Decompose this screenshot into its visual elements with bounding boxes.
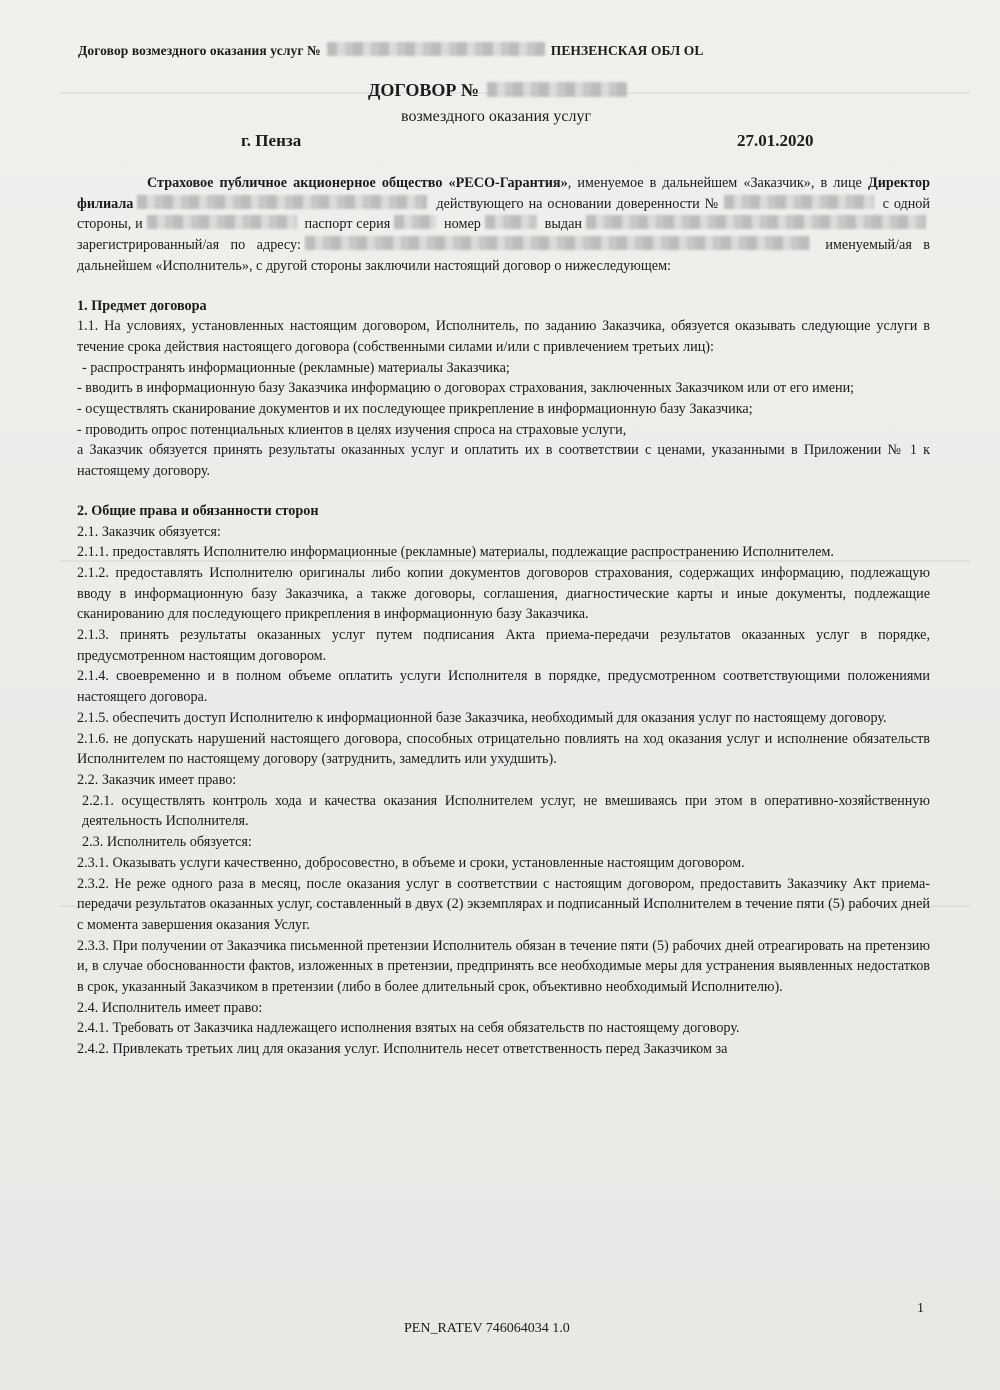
redacted-passport-series (394, 215, 436, 229)
document-subtitle: возмездного оказания услуг (401, 108, 592, 125)
contract-city: г. Пенза (241, 131, 302, 150)
running-header (78, 42, 704, 59)
clause-2-4: 2.4. Исполнитель имеет право: (77, 999, 263, 1016)
clause-2-2-1: 2.2.1. осуществлять контроль хода и качества оказания Исполнителем услуг, не вмешиваясь при этом в оперативно-хозяйственную деятельность Исполнителя. (82, 792, 930, 830)
redacted-power-of-attorney (724, 195, 874, 209)
title-text: ДОГОВОР № (368, 80, 479, 100)
company-name: Страховое публичное акционерное общество «РЕСО-Гарантия» (147, 175, 568, 191)
list-item: - вводить в информационную базу Заказчика информацию о договорах страхования, заключенных Заказчиком или от его имени; (77, 380, 855, 397)
redacted-passport-number (485, 215, 537, 229)
section-1-heading: 1. Предмет договора (77, 297, 207, 314)
clause-2-1-5: 2.1.5. обеспечить доступ Исполнителю к информационной базе Заказчика, необходимый для оказания услуг по настоящему договору. (77, 709, 887, 726)
clause-2-2: 2.2. Заказчик имеет право: (77, 771, 237, 788)
page-number: 1 (917, 1301, 924, 1316)
redacted-director-name (137, 195, 427, 209)
redacted-executor-name (147, 215, 297, 229)
clause-2-3-1: 2.3.1. Оказывать услуги качественно, добросовестно, в объеме и сроки, установленные настоящим договором. (77, 854, 745, 871)
clause-2-1-1: 2.1.1. предоставлять Исполнителю информационные (рекламные) материалы, подлежащие распространению Исполнителем. (77, 544, 834, 561)
redacted-issued-by (586, 215, 926, 229)
clause-2-3: 2.3. Исполнитель обязуется: (82, 834, 252, 851)
clause-2-1: 2.1. Заказчик обязуется: (77, 523, 221, 540)
list-item: - распространять информационные (рекламные) материалы Заказчика; (82, 359, 510, 376)
section-2-heading: 2. Общие права и обязанности сторон (77, 502, 319, 519)
clause-2-1-2: 2.1.2. предоставлять Исполнителю оригиналы либо копии документов договоров страхования, содержащих информацию, подлежащую вводу в информационную базу Заказчика, а также договоры, соглашения, диагностические карты и иные документы, подлежащие сканированию для последующего прикрепления в информационную базу Заказчика. (77, 564, 930, 623)
clause-2-3-2: 2.3.2. Не реже одного раза в месяц, после оказания услуг в соответствии с настоящим договором, предоставить Заказчику Акт приема-передачи результатов оказанных услуг, составленный в двух (2) экземплярах и подписанный Исполнителем в течение пяти (5) рабочих дней с момента завершения оказания Услуг. (77, 875, 930, 933)
redacted-address (305, 236, 810, 250)
clause-2-4-2: 2.4.2. Привлекать третьих лиц для оказания услуг. Исполнитель несет ответственность перед Заказчиком за (77, 1041, 728, 1058)
redacted-contract-number (327, 42, 545, 56)
clause-2-3-3: 2.3.3. При получении от Заказчика письменной претензии Исполнитель обязан в течение пяти (5) рабочих дней отреагировать на претензию и, в случае обоснованности фактов, изложенных в претензии, предпринять все необходимые меры для устранения выявленных недостатков в срок, указанный Заказчиком в претензии (либо в более длительный срок, объективно необходимый Исполнителю). (77, 937, 930, 996)
contract-body (77, 173, 930, 1060)
list-item: - осуществлять сканирование документов и их последующее прикрепление в информационную базу Заказчика; (77, 401, 753, 418)
clause-1-1-end: а Заказчик обязуется принять результаты оказанных услуг и оплатить их в соответствии с ценами, указанными в Приложении № 1 к настоящему договору. (77, 442, 930, 480)
redacted-title-number (487, 82, 627, 97)
clause-2-1-3: 2.1.3. принять результаты оказанных услуг путем подписания Акта приема-передачи результатов оказанных услуг в порядке, предусмотренном настоящим договором. (77, 627, 930, 664)
clause-2-1-4: 2.1.4. своевременно и в полном объеме оплатить услуги Исполнителя в порядке, предусмотренном соответствующими положениями настоящего договора. (77, 668, 930, 706)
clause-2-4-1: 2.4.1. Требовать от Заказчика надлежащего исполнения взятых на себя обязательств по настоящему договору. (77, 1020, 740, 1037)
contract-date: 27.01.2020 (737, 131, 814, 150)
header-region: ПЕНЗЕНСКАЯ ОБЛ OL (550, 43, 704, 58)
header-prefix: Договор возмездного оказания услуг № (78, 43, 321, 58)
document-code: PEN_RATEV 746064034 1.0 (404, 1321, 570, 1336)
director-title: Директор филиала (77, 175, 931, 212)
intro-paragraph: Страховое публичное акционерное общество «РЕСО-Гарантия», именуемое в дальнейшем «Заказчик», в лице Директор филиала действующего на основании доверенности № с одной стороны, и паспорт серия номер выдан зарегистрированный/ая по адресу: именуемый/ая в дальнейшем «Исполнитель», с другой стороны заключили настоящий договор о нижеследующем: (77, 175, 931, 274)
clause-1-1: 1.1. На условиях, установленных настоящим договором, Исполнитель, по заданию Заказчика, обязуется оказывать следующие услуги в течение срока действия настоящего договора (собственными силами и/или с привлечением третьих лиц): (77, 318, 930, 355)
clause-2-1-6: 2.1.6. не допускать нарушений настоящего договора, способных отрицательно повлиять на ход оказания услуг и исполнение обязательств Исполнителем по настоящему договору (затруднить, замедлить или ухудшить). (77, 730, 930, 768)
list-item: - проводить опрос потенциальных клиентов в целях изучения спроса на страховые услуги, (77, 421, 627, 438)
document-title (368, 80, 627, 101)
